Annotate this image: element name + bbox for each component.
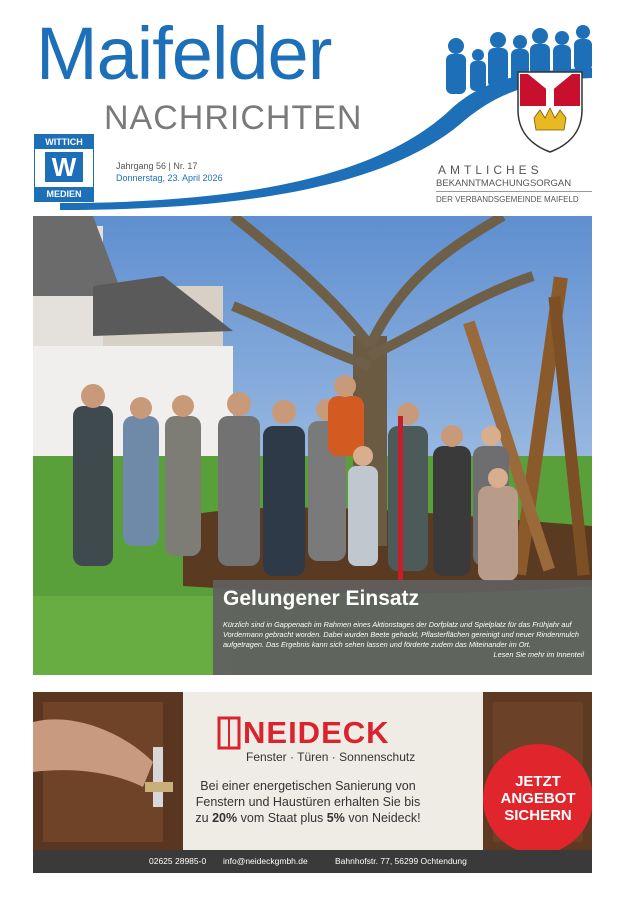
offer-badge-line-3: SICHERN: [504, 807, 572, 824]
lead-story-more-link[interactable]: Lesen Sie mehr im Innenteil: [493, 650, 584, 659]
publisher-logo-top: WITTICH: [35, 135, 93, 149]
offer-badge[interactable]: [483, 744, 592, 854]
ad-neideck-percent: 5%: [326, 811, 345, 825]
ad-tagline: Fenster · Türen · Sonnenschutz: [246, 750, 416, 764]
official-label-1: AMTLICHES: [438, 163, 543, 177]
ad-text-line-3-e: von Neideck!: [344, 811, 421, 825]
ad-contact-bar: [33, 850, 592, 873]
lead-story-caption: [213, 580, 592, 675]
issue-number: Jahrgang 56 | Nr. 17: [116, 161, 198, 171]
ad-email[interactable]: info@neideckgmbh.de: [223, 856, 308, 866]
masthead-title: Maifelder: [36, 12, 332, 95]
ad-state-percent: 20%: [212, 811, 238, 825]
offer-badge-line-2: ANGEBOT: [500, 790, 576, 807]
ad-brand: NEIDECK: [243, 715, 390, 750]
masthead: [0, 0, 625, 210]
ad-text-line-2: Fenstern und Haustüren erhalten Sie bis: [195, 795, 421, 809]
ad-text-line-1: Bei einer energetischen Sanierung von: [200, 779, 416, 793]
official-label-3: DER VERBANDSGEMEINDE MAIFELD: [436, 195, 579, 204]
ad-text-line-3-c: vom Staat plus: [237, 811, 327, 825]
ad-text-line-3: [191, 810, 425, 826]
ad-address: Bahnhofstr. 77, 56299 Ochtendung: [335, 856, 467, 866]
coat-of-arms-icon: [518, 72, 582, 152]
ad-phone[interactable]: 02625 28985-0: [149, 856, 207, 866]
issue-date: Donnerstag, 23. April 2026: [116, 173, 223, 183]
publisher-logo-bottom: MEDIEN: [35, 187, 93, 201]
offer-badge-line-1: JETZT: [515, 773, 561, 790]
publisher-logo: [34, 134, 94, 202]
lead-story-body: Kürzlich sind in Gappenach im Rahmen eines Aktionstages der Dorfplatz und Spielplatz für das Frühjahr auf Vordermann gebracht worden. Dabei wurden Beete gehackt, Pflasterflächen gereinigt und neuer Rindenmulch aufgetragen. Das Ergebnis kann sich sehen lassen und förderte zudem das Miteinander im Ort.: [223, 620, 579, 649]
masthead-subtitle: NACHRICHTEN: [104, 99, 363, 137]
lead-story-headline[interactable]: Gelungener Einsatz: [223, 587, 420, 610]
ad-text-line-3-a: zu: [195, 811, 213, 825]
official-label-2: BEKANNTMACHUNGSORGAN: [436, 178, 572, 189]
publisher-logo-mark: W: [45, 152, 83, 182]
official-divider: [436, 191, 592, 192]
neideck-advertisement[interactable]: [33, 692, 592, 873]
